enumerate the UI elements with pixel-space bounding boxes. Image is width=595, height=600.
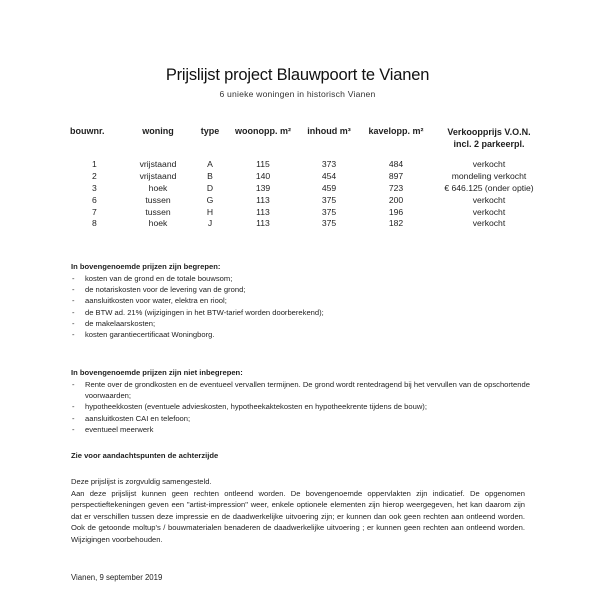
excluded-heading: In bovengenoemde prijzen zijn niet inbegrepen: [71, 368, 243, 377]
list-item: - aansluitkosten CAI en telefoon; [71, 413, 531, 424]
excluded-list [71, 379, 531, 435]
table-row [70, 217, 544, 229]
list-item: - Rente over de grondkosten en de eventueel vervallen termijnen. De grond wordt rentedragend bij het vervullen van de opschortende voorwaarden; [71, 379, 531, 401]
document-subtitle: 6 unieke woningen in historisch Vianen [219, 89, 376, 99]
list-item: - de makelaarskosten; [71, 318, 531, 329]
cell-kavelopp: 484 [388, 158, 404, 169]
header-woonopp: woonopp. m² [235, 126, 291, 136]
cell-verkoopprijs: verkocht [472, 218, 506, 229]
cell-kavelopp: 897 [388, 170, 404, 181]
cell-inhoud: 454 [321, 170, 337, 181]
cell-bouwnr: 8 [92, 218, 97, 229]
cell-woonopp: 113 [256, 194, 270, 205]
included-section [71, 262, 531, 340]
table-row [70, 158, 544, 170]
cell-bouwnr: 1 [92, 158, 97, 169]
cell-bouwnr: 6 [92, 194, 97, 205]
cell-kavelopp: 196 [388, 206, 404, 217]
excluded-section [71, 368, 531, 435]
cell-woonopp: 113 [256, 218, 270, 229]
place-date: Vianen, 9 september 2019 [71, 573, 163, 582]
cell-inhoud: 375 [321, 218, 337, 229]
attention-heading: Zie voor aandachtspunten de achterzijde [71, 451, 219, 460]
header-woning: woning [142, 126, 174, 136]
cell-woning: hoek [148, 218, 168, 229]
cell-woonopp: 140 [255, 170, 271, 181]
cell-inhoud: 375 [321, 206, 337, 217]
cell-verkoopprijs: verkocht [472, 194, 506, 205]
price-table-body [70, 158, 544, 229]
list-item: - de notariskosten voor de levering van de grond; [71, 284, 531, 295]
price-table-header [70, 126, 544, 158]
cell-bouwnr: 2 [92, 170, 97, 181]
disclaimer-line-2: Aan deze prijslijst kunnen geen rechten ontleend worden. De bovengenoemde oppervlakten zijn indicatief. De opgenomen perspectieftekeningen geven een "artist-impression" weer, enkele optionele elementen zijn hierop weergegeven, het kan daarom zijn dat er verschillen tussen deze impressie en de daadwerkelijke uitvoering zijn; er kunnen dan ook geen rechten aan ontleend worden. Ook de getoonde moltup's / bouwmaterialen benaderen de daadwerkelijke uitvoering ; er kunnen geen rechten aan ontleend worden. Wijzigingen voorbehouden. [71, 488, 525, 544]
table-row [70, 182, 544, 194]
cell-woning: vrijstaand [139, 158, 177, 169]
header-verkoopprijs-line2: incl. 2 parkeerpl. [453, 139, 525, 149]
cell-kavelopp: 723 [388, 182, 404, 193]
included-list [71, 273, 531, 340]
cell-type: B [207, 170, 213, 181]
list-item: - kosten garantiecertificaat Woningborg. [71, 329, 531, 340]
cell-bouwnr: 3 [92, 182, 97, 193]
list-item: - eventueel meerwerk [71, 424, 531, 435]
cell-type: H [206, 206, 214, 217]
header-kavelopp: kavelopp. m² [368, 126, 424, 136]
cell-type: A [207, 158, 213, 169]
cell-woonopp: 113 [256, 206, 270, 217]
header-verkoopprijs [434, 126, 544, 150]
header-verkoopprijs-line1: Verkoopprijs V.O.N. [447, 127, 531, 137]
table-row [70, 194, 544, 206]
list-item: - aansluitkosten voor water, elektra en riool; [71, 295, 531, 306]
list-item: - kosten van de grond en de totale bouwsom; [71, 273, 531, 284]
cell-woonopp: 139 [255, 182, 271, 193]
document-title: Prijslijst project Blauwpoort te Vianen [165, 66, 430, 84]
disclaimer-text [71, 476, 525, 546]
cell-woning: tussen [145, 194, 171, 205]
table-row [70, 206, 544, 218]
cell-bouwnr: 7 [92, 206, 97, 217]
cell-verkoopprijs: verkocht [472, 206, 506, 217]
price-table [70, 126, 544, 229]
cell-type: G [206, 194, 214, 205]
header-inhoud: inhoud m³ [307, 126, 351, 136]
included-heading: In bovengenoemde prijzen zijn begrepen: [71, 262, 221, 271]
cell-type: D [206, 182, 214, 193]
disclaimer-line-1: Deze prijslijst is zorgvuldig samengesteld. [71, 477, 212, 486]
cell-inhoud: 375 [321, 194, 337, 205]
cell-verkoopprijs: € 646.125 (onder optie) [444, 182, 534, 193]
header-type: type [200, 126, 220, 136]
cell-woonopp: 115 [256, 158, 270, 169]
cell-verkoopprijs: verkocht [472, 158, 506, 169]
cell-woning: tussen [145, 206, 171, 217]
table-row [70, 170, 544, 182]
cell-woning: hoek [148, 182, 168, 193]
cell-verkoopprijs: mondeling verkocht [451, 170, 527, 181]
list-item: - de BTW ad. 21% (wijzigingen in het BTW-tarief worden doorberekend); [71, 307, 531, 318]
cell-woning: vrijstaand [139, 170, 177, 181]
cell-kavelopp: 200 [388, 194, 404, 205]
cell-type: J [207, 218, 213, 229]
cell-inhoud: 373 [321, 158, 337, 169]
cell-kavelopp: 182 [388, 218, 404, 229]
attention-section [71, 451, 531, 462]
cell-inhoud: 459 [321, 182, 337, 193]
list-item: - hypotheekkosten (eventuele advieskosten, hypotheekaktekosten en hypotheekrente tijdens de bouw); [71, 401, 531, 412]
header-bouwnr: bouwnr. [70, 126, 105, 136]
